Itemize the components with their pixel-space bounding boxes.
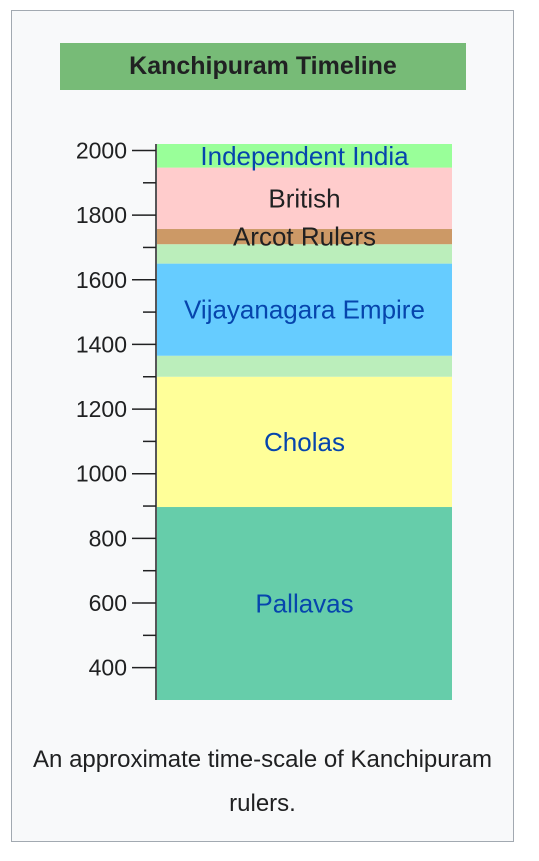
year-axis	[76, 137, 156, 700]
period-label[interactable]: Vijayanagara Empire	[184, 294, 425, 325]
year-tick-label: 2000	[75, 137, 127, 164]
year-tick-label: 1600	[75, 266, 127, 293]
year-tick-label: 1000	[75, 460, 127, 487]
timeline-caption: An approximate time-scale of Kanchipuram rulers.	[33, 746, 492, 817]
period-band	[157, 356, 452, 377]
year-tick-label: 1800	[75, 202, 127, 229]
period-label[interactable]: Independent India	[200, 140, 409, 171]
timeline-title: Kanchipuram Timeline	[60, 43, 466, 90]
year-tick-label: 1400	[75, 331, 127, 358]
year-tick-label: 1200	[75, 396, 127, 423]
year-tick-label: 800	[88, 525, 127, 552]
period-label[interactable]: Cholas	[264, 426, 345, 457]
period-label[interactable]: British	[268, 183, 341, 214]
year-tick-label: 400	[88, 654, 127, 681]
year-tick-label: 600	[88, 590, 127, 617]
period-label[interactable]: Pallavas	[255, 588, 354, 619]
period-label[interactable]: Arcot Rulers	[232, 221, 377, 252]
